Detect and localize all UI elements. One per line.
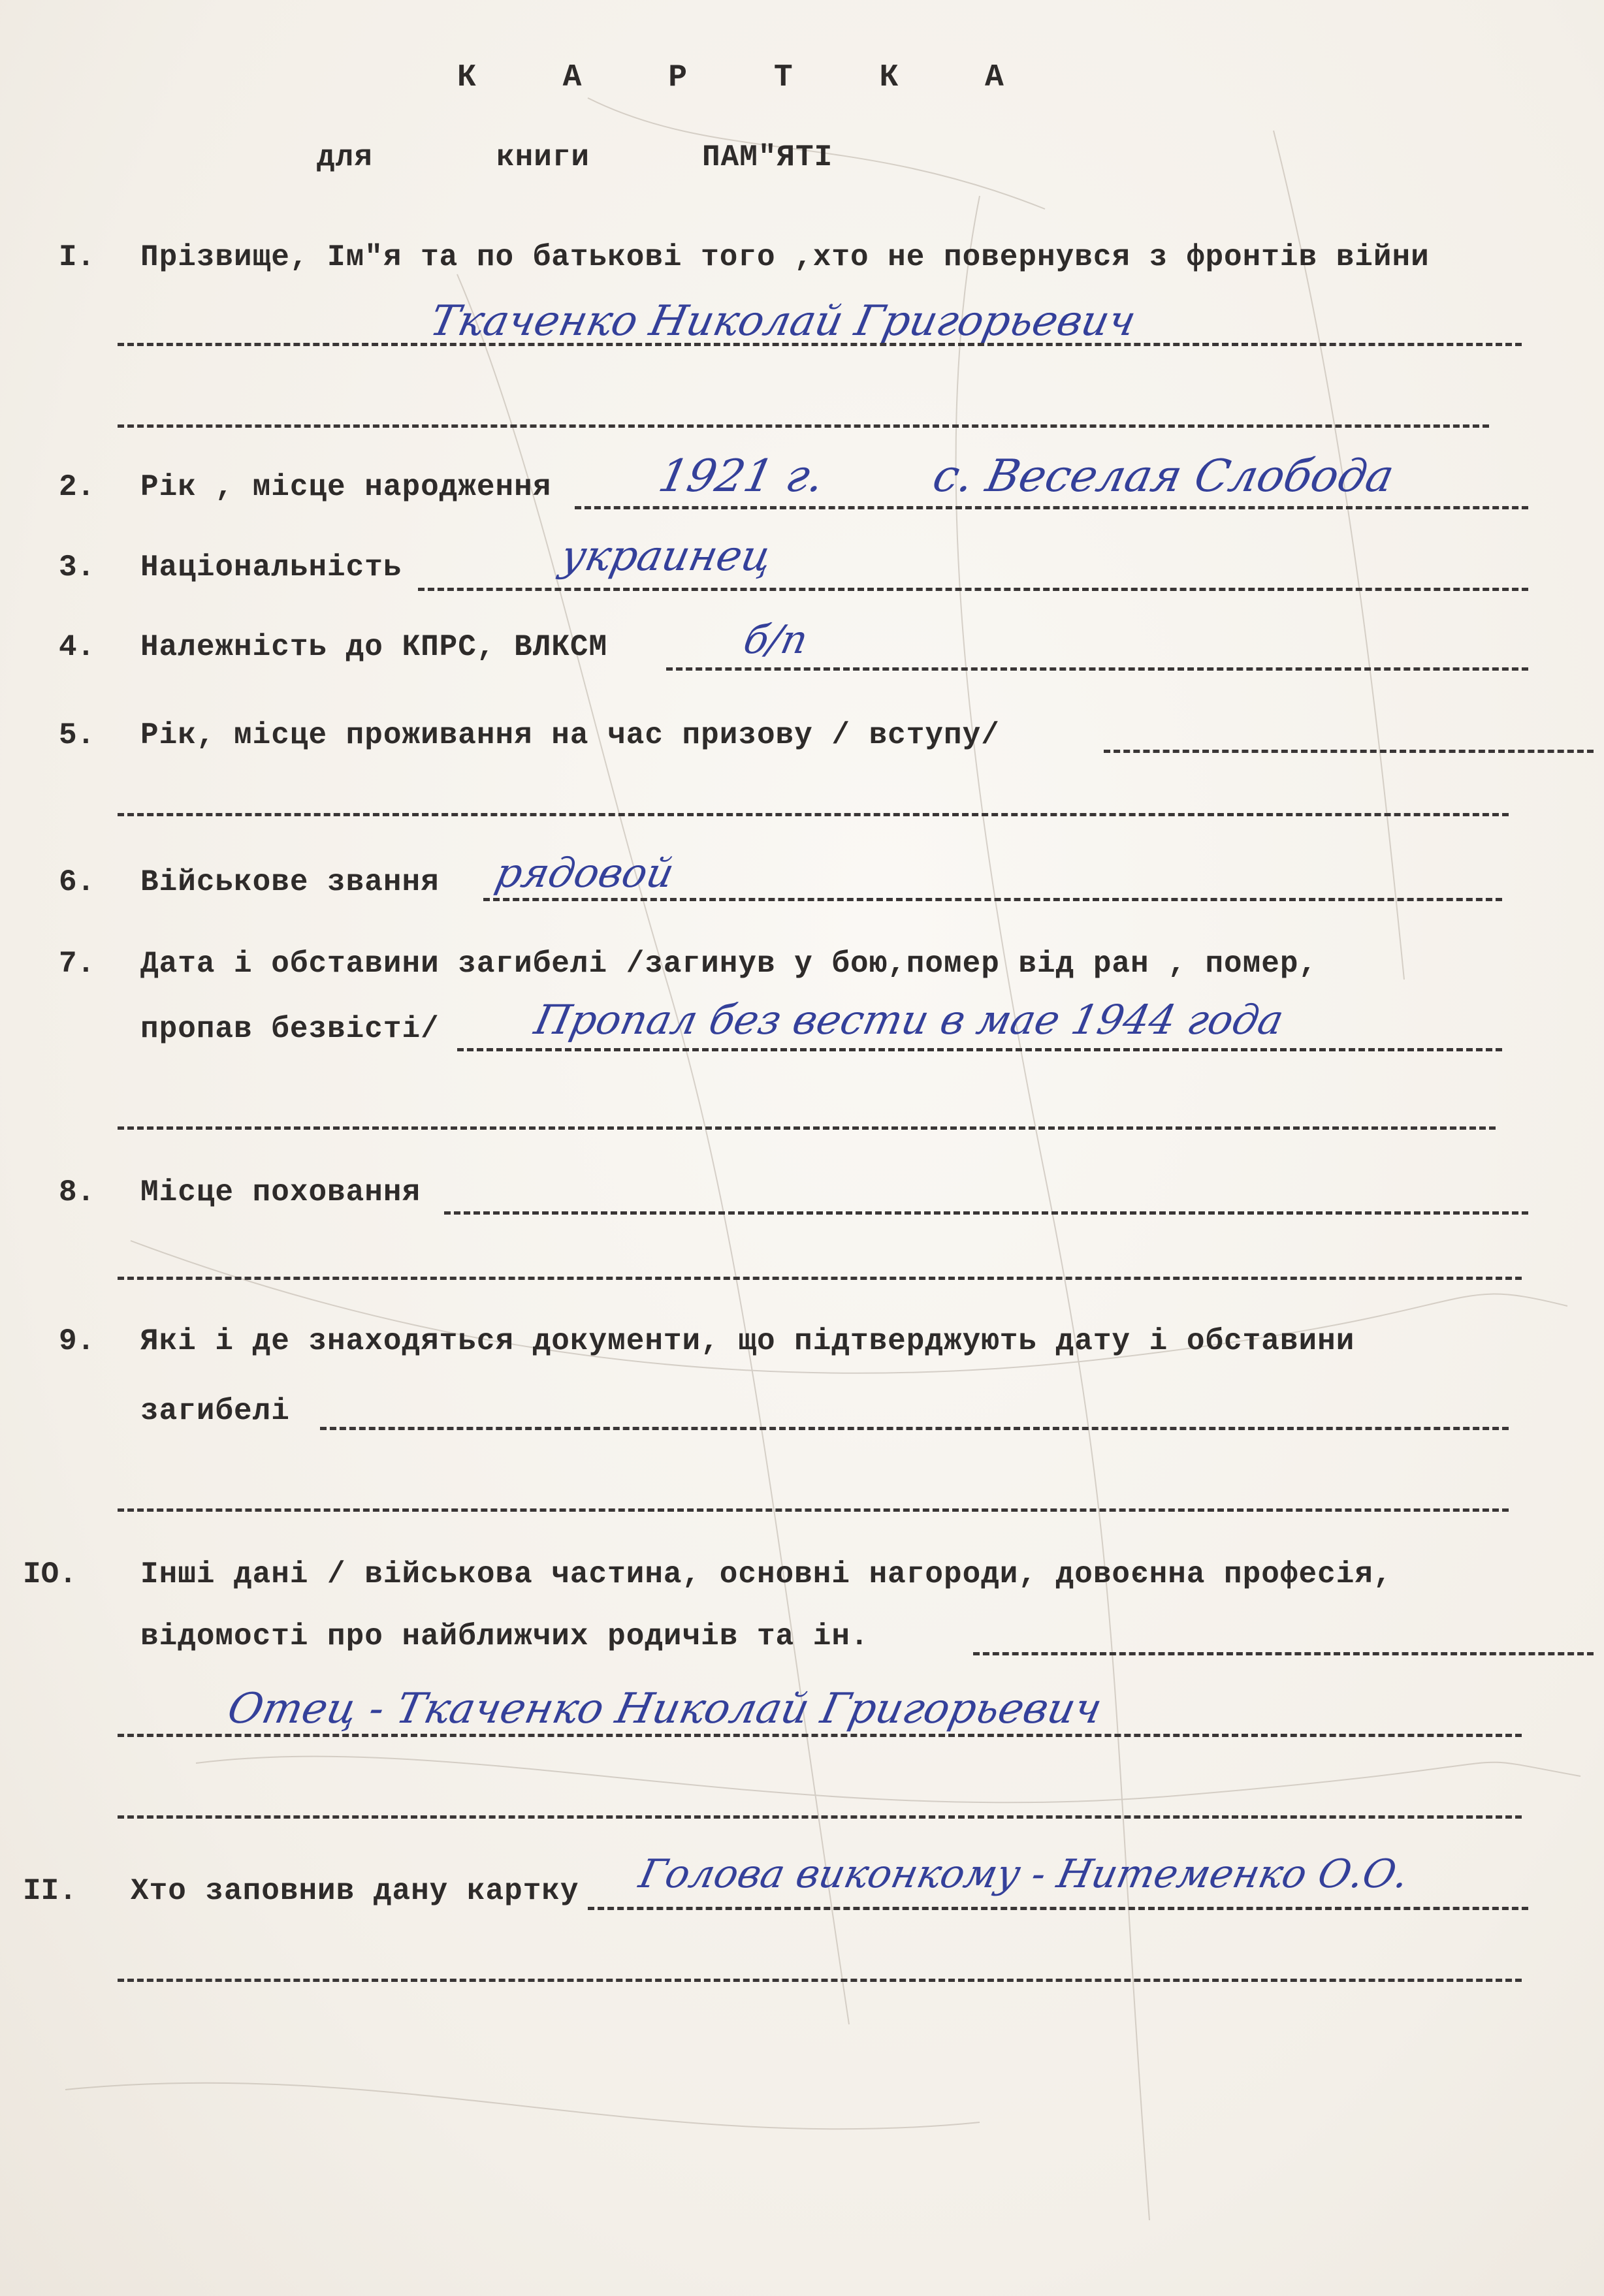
item-8-line-1	[444, 1211, 1528, 1215]
subtitle-memory: ПАМ"ЯТІ	[702, 140, 833, 174]
item-4-value: б/п	[739, 617, 812, 663]
item-11-number: II.	[23, 1874, 77, 1908]
item-9-label-line-2: загибелі	[140, 1394, 290, 1428]
item-10-value: Отец - Ткаченко Николай Григорьевич	[223, 1685, 1106, 1733]
item-2-label: Рік , місце народження	[140, 470, 552, 504]
subtitle-for: для	[317, 140, 373, 174]
item-5-line-1	[1104, 750, 1594, 753]
item-1-line-1	[118, 343, 1522, 346]
item-2-number: 2.	[59, 470, 95, 504]
item-4-label: Належність до КПРС, ВЛКСМ	[140, 630, 608, 664]
item-10-number: IO.	[23, 1557, 77, 1591]
item-10-line-1	[973, 1652, 1594, 1655]
item-10-label-line-2: відомості про найближчих родичів та ін.	[140, 1619, 869, 1653]
item-5-number: 5.	[59, 718, 95, 752]
card-title: К А Р Т К А	[457, 60, 1038, 95]
item-6-line	[483, 898, 1502, 901]
item-2-year: 1921 г.	[654, 451, 829, 502]
item-2-line	[575, 506, 1528, 509]
item-3-value: украинец	[556, 532, 777, 581]
item-6-value: рядовой	[491, 849, 679, 897]
item-11-label: Хто заповнив дану картку	[131, 1874, 579, 1908]
item-1-line-2	[118, 424, 1489, 428]
item-11-value: Голова виконкому - Нитеменко О.О.	[635, 1851, 1413, 1897]
item-11-line-1	[588, 1907, 1528, 1910]
item-3-number: 3.	[59, 550, 95, 584]
item-7-line-2	[118, 1126, 1496, 1130]
item-8-number: 8.	[59, 1175, 95, 1209]
item-1-number: I.	[59, 240, 95, 274]
item-7-label-line-1: Дата і обставини загибелі /загинув у бою,помер від ран , помер,	[140, 947, 1318, 981]
item-9-line-1	[320, 1427, 1509, 1430]
item-9-line-2	[118, 1508, 1509, 1512]
item-10-label-line-1: Інші дані / військова частина, основні нагороди, довоєнна професія,	[140, 1557, 1392, 1591]
item-4-number: 4.	[59, 630, 95, 664]
subtitle-book: книги	[496, 140, 590, 174]
item-6-label: Військове звання	[140, 865, 440, 899]
item-10-line-3	[118, 1815, 1522, 1819]
item-5-line-2	[118, 813, 1509, 816]
item-7-number: 7.	[59, 947, 95, 981]
item-7-value: Пропал без вести в мае 1944 года	[530, 996, 1288, 1044]
item-1-label: Прізвище, Ім"я та по батькові того ,хто не повернувся з фронтів війни	[140, 240, 1430, 274]
item-10-line-2	[118, 1734, 1522, 1737]
item-3-label: Національність	[140, 550, 402, 584]
item-3-line	[418, 588, 1528, 591]
item-7-line-1	[457, 1048, 1502, 1051]
item-11-line-2	[118, 1979, 1522, 1982]
item-5-label: Рік, місце проживання на час призову / вступу/	[140, 718, 1000, 752]
item-9-label-line-1: Які і де знаходяться документи, що підтверджують дату і обставини	[140, 1324, 1355, 1358]
item-2-place: с. Веселая Слобода	[928, 451, 1399, 502]
item-6-number: 6.	[59, 865, 95, 899]
item-8-line-2	[118, 1277, 1522, 1280]
item-7-label-line-2: пропав безвісті/	[140, 1012, 440, 1046]
item-4-line	[666, 667, 1528, 671]
item-8-label: Місце поховання	[140, 1175, 421, 1209]
item-1-value: Ткаченко Николай Григорьевич	[426, 297, 1140, 345]
item-9-number: 9.	[59, 1324, 95, 1358]
